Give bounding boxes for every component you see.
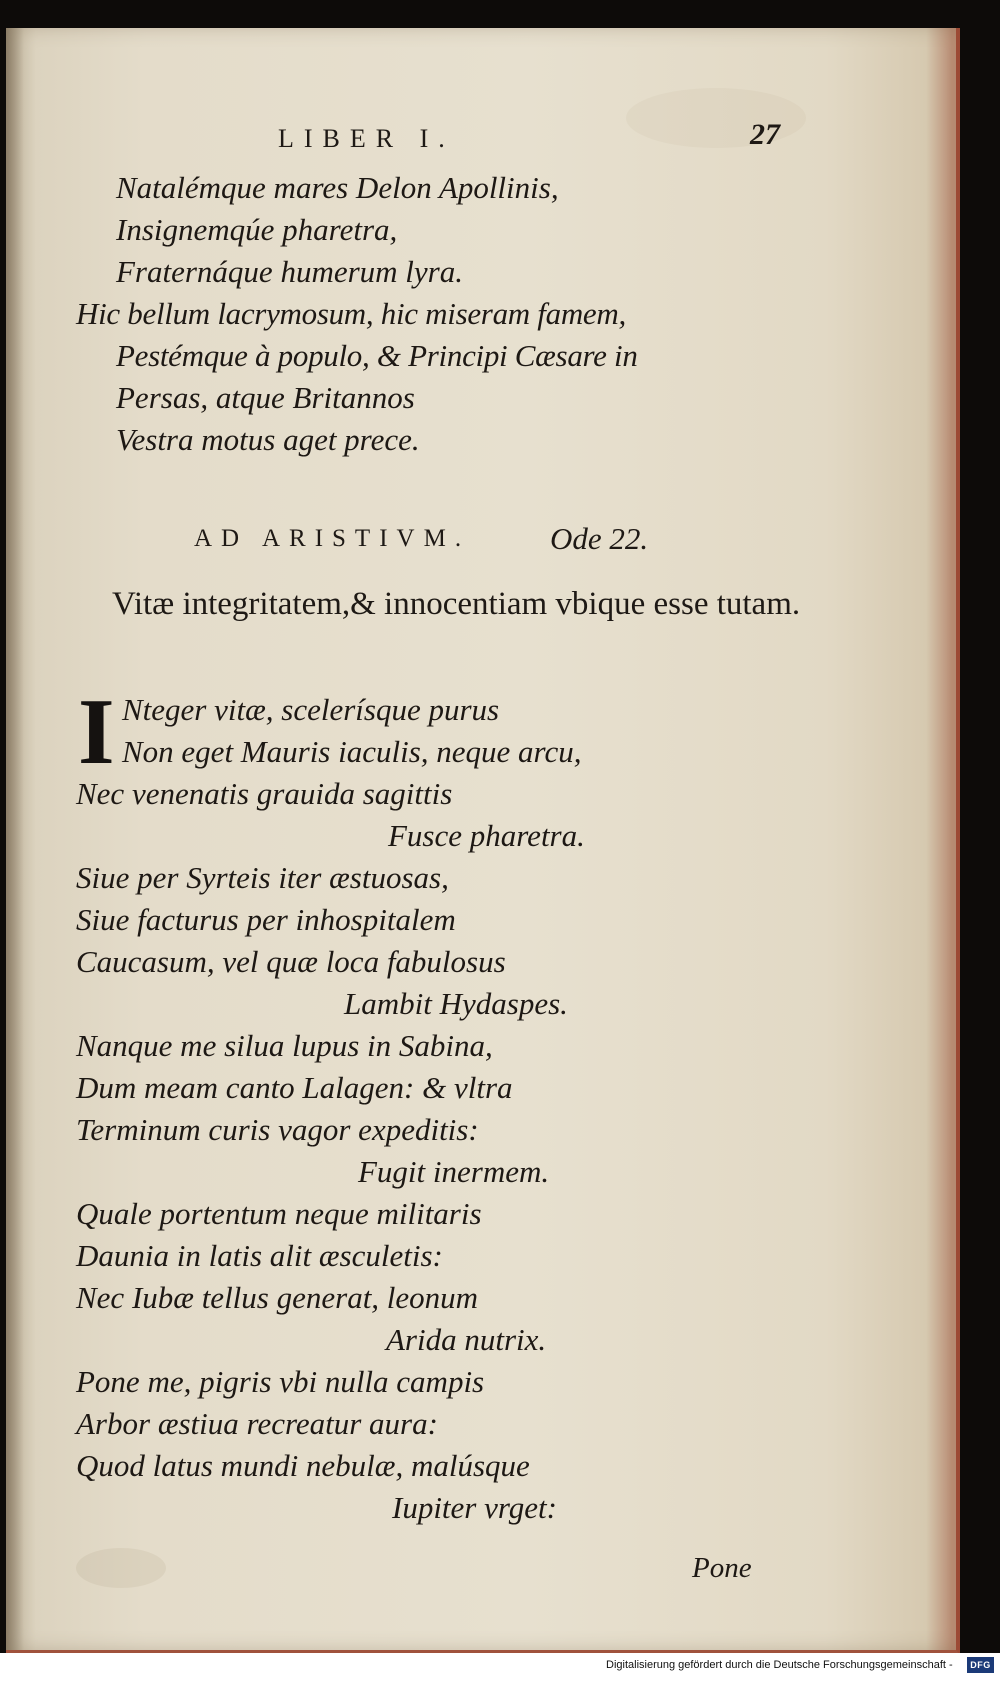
- book-page: [6, 28, 960, 1655]
- page-number: 27: [750, 118, 780, 151]
- verse-line: Pone me, pigris vbi nulla campis: [76, 1364, 485, 1399]
- verse-line: Insignemqúe pharetra,: [116, 212, 398, 247]
- verse-line: Terminum curis vagor expeditis:: [76, 1112, 479, 1147]
- verse-line: Nanque me silua lupus in Sabina,: [76, 1028, 493, 1063]
- verse-line: Non eget Mauris iaculis, neque arcu,: [122, 734, 582, 769]
- verse-line: Nec Iubæ tellus generat, leonum: [76, 1280, 479, 1315]
- verse-line: Dum meam canto Lalagen: & vltra: [76, 1070, 513, 1105]
- verse-line: Nteger vitæ, scelerísque purus: [122, 692, 500, 727]
- verse-line: Nec venenatis grauida sagittis: [76, 776, 453, 811]
- running-title: LIBER I.: [278, 124, 455, 153]
- verse-line: Siue per Syrteis iter æstuosas,: [76, 860, 449, 895]
- verse-line: Quod latus mundi nebulæ, malúsque: [76, 1448, 530, 1483]
- dfg-logo: DFG: [967, 1657, 994, 1673]
- verse-line: Pestémque à populo, & Principi Cæsare in: [116, 338, 638, 373]
- drop-cap-initial: I: [78, 680, 115, 784]
- verse-line: Siue facturus per inhospitalem: [76, 902, 456, 937]
- verse-line: Persas, atque Britannos: [116, 380, 415, 415]
- catchword: Pone: [692, 1552, 752, 1584]
- verse-line: Arbor æstiua recreatur aura:: [76, 1406, 438, 1441]
- verse-line: Fraternáque humerum lyra.: [116, 254, 463, 289]
- verse-line: Hic bellum lacrymosum, hic miseram famem,: [76, 296, 626, 331]
- ode-heading: [6, 523, 956, 563]
- verse-line: Fugit inermem.: [358, 1154, 550, 1189]
- verse-line: Fusce pharetra.: [388, 818, 585, 853]
- ode-title: AD ARISTIVM.: [194, 525, 471, 552]
- verse-line: Caucasum, vel quæ loca fabulosus: [76, 944, 506, 979]
- verse-line: Quale portentum neque militaris: [76, 1196, 482, 1231]
- paper-stain: [76, 1548, 166, 1588]
- digitization-credit: Digitalisierung gefördert durch die Deutsche Forschungsgemeinschaft -: [606, 1659, 953, 1671]
- verse-line: Lambit Hydaspes.: [344, 986, 568, 1021]
- ode-number: Ode 22.: [550, 521, 649, 556]
- verse-line: Arida nutrix.: [386, 1322, 547, 1357]
- ode-argument: Vitæ integritatem,& innocentiam vbique esse tutam.: [112, 586, 801, 622]
- verse-line: Natalémque mares Delon Apollinis,: [116, 170, 559, 205]
- verse-line: Daunia in latis alit æsculetis:: [76, 1238, 443, 1273]
- verse-line: Vestra motus aget prece.: [116, 422, 420, 457]
- gutter-shadow: [6, 28, 24, 1650]
- verse-line: Iupiter vrget:: [392, 1490, 557, 1525]
- running-head: [6, 118, 956, 160]
